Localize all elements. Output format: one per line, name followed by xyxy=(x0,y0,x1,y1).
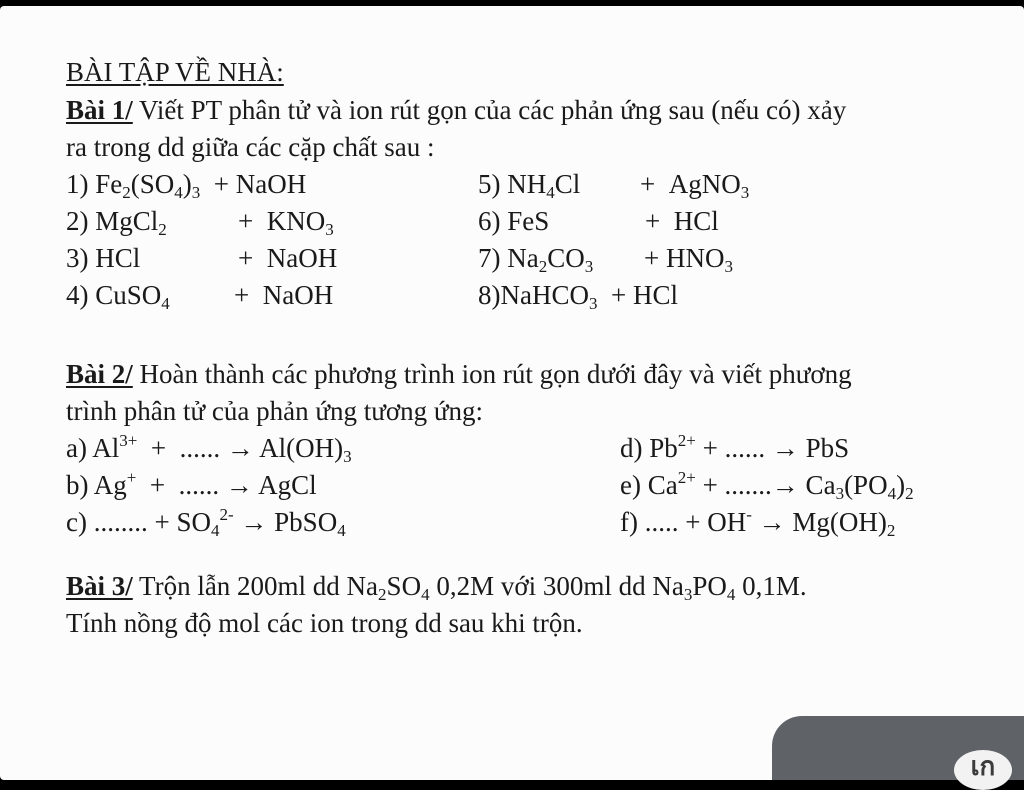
app-badge[interactable] xyxy=(772,716,1024,780)
exercise-1-intro xyxy=(66,94,846,126)
exercise-2-intro xyxy=(66,358,852,390)
equation-item: a) $Al^{3+}$ + ...... → $Al(OH)_3$ xyxy=(66,431,352,466)
reaction-item-plus: + $HNO_3$ xyxy=(644,243,733,276)
reaction-item: 3) HCl xyxy=(66,243,141,273)
page-heading: BÀI TẬP VỀ NHÀ: xyxy=(66,57,284,87)
reaction-item-plus: + $KNO_3$ xyxy=(238,206,334,239)
exercise-2-text-cont: trình phân tử của phản ứng tương ứng: xyxy=(66,396,483,426)
exercise-2-label: Bài 2/ xyxy=(66,359,133,389)
equation-item: e) $Ca^{2+}$ + .......→ $Ca_3(PO_4)_2$ xyxy=(620,468,914,503)
app-logo-icon[interactable]: เก xyxy=(954,750,1012,790)
worksheet-page xyxy=(0,6,1024,780)
equation-item: b) Ag+ + ...... → AgCl xyxy=(66,468,317,500)
reaction-item-plus: + HCl xyxy=(645,206,719,236)
reaction-item-plus: + NaOH xyxy=(234,280,334,310)
exercise-1-text-cont: ra trong dd giữa các cặp chất sau : xyxy=(66,132,435,162)
reaction-item: 7) $Na_2CO_3$ xyxy=(478,243,594,276)
exercise-3-label: Bài 3/ xyxy=(66,571,133,601)
exercise-3-intro xyxy=(66,570,807,602)
exercise-1-text: Viết PT phân tử và ion rút gọn của các phản ứng sau (nếu có) xảy xyxy=(132,95,847,125)
reaction-item: 6) FeS xyxy=(478,206,550,236)
exercise-3-text: Trộn lẫn 200ml dd $Na_2SO_4$ 0,2M với 300ml dd $Na_3PO_4$ 0,1M. xyxy=(132,571,807,604)
reaction-item: 5) $NH_4Cl$ xyxy=(478,169,581,202)
reaction-item: 2) MgCl$_2$ xyxy=(66,206,167,239)
reaction-item: 8)NaHCO$_3$ + HCl xyxy=(478,280,678,313)
reaction-item: 4) CuSO$_4$ xyxy=(66,280,170,313)
exercise-1-label: Bài 1/ xyxy=(66,95,133,125)
exercise-3-text-cont: Tính nồng độ mol các ion trong dd sau khi trộn. xyxy=(66,608,583,638)
reaction-item: 1) $Fe_2(SO_4)_3$ + NaOH xyxy=(66,169,307,202)
reaction-item-plus: + NaOH xyxy=(238,243,338,273)
exercise-2-text: Hoàn thành các phương trình ion rút gọn dưới đây và viết phương xyxy=(132,359,852,389)
equation-item: d) $Pb^{2+}$ + ...... → PbS xyxy=(620,431,850,463)
equation-item: c) ........ + $SO_4^{2-}$ → PbSO$_4$ xyxy=(66,505,346,540)
reaction-item-plus: + AgNO$_3$ xyxy=(640,169,750,202)
equation-item: f) ..... + $OH^- \to Mg(OH)_2$ xyxy=(620,505,896,540)
